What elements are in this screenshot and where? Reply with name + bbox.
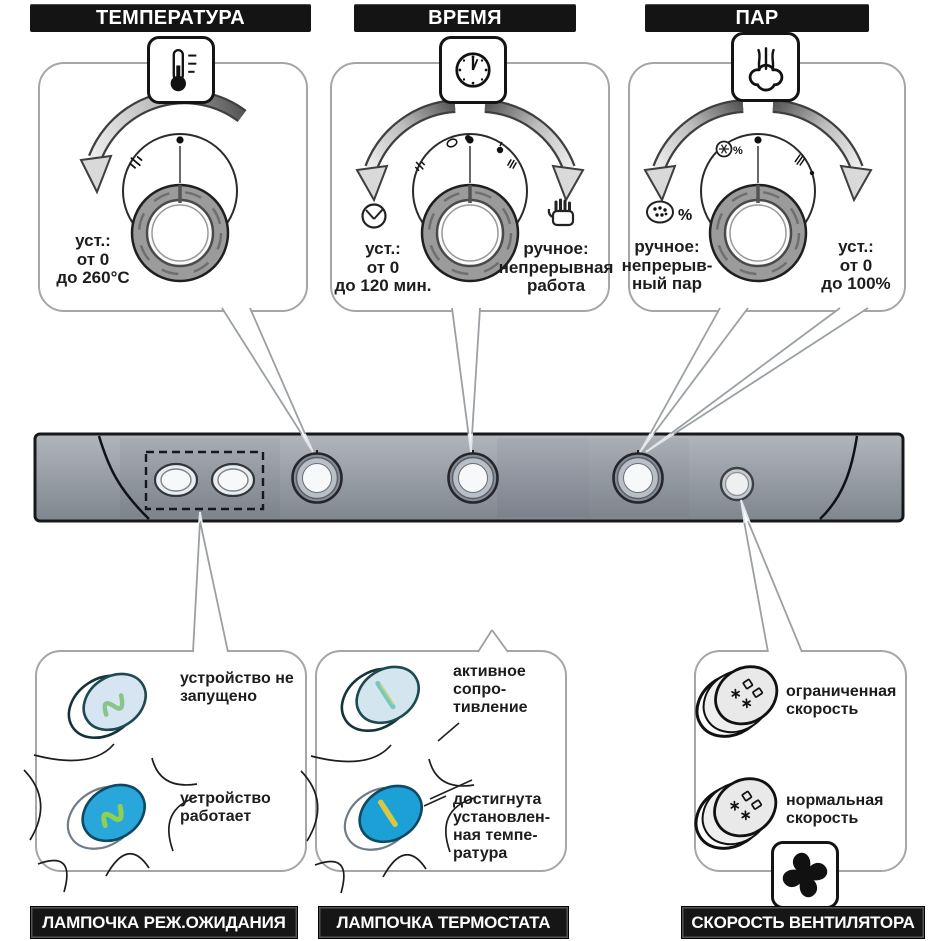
- thermostat-label: ЛАМПОЧКА ТЕРМОСТАТА: [336, 912, 551, 932]
- fan-speed-button-limited[interactable]: [685, 654, 789, 749]
- time-header-label: ВРЕМЯ: [428, 6, 502, 29]
- fan-icon: [771, 841, 839, 909]
- time-manual-text: ручное: непрерывная работа: [498, 239, 614, 296]
- standby-off-text: устройство не запущено: [180, 670, 294, 705]
- panel-standby-light-2: [212, 464, 254, 496]
- manual-arrow-head: [553, 166, 583, 200]
- clock-icon: [439, 36, 507, 104]
- fan-speed-label: СКОРОСТЬ ВЕНТИЛЯТОРА: [691, 912, 915, 932]
- time-header-bar: [354, 4, 576, 32]
- thermometer-icon: [147, 36, 215, 104]
- manual-arrow-head: [645, 166, 675, 200]
- temperature-range-text: уст.: от 0 до 260°C: [56, 231, 130, 288]
- fan-normal-text: нормальная скорость: [786, 792, 884, 827]
- standby-label: ЛАМПОЧКА РЕЖ.ОЖИДАНИЯ: [42, 912, 286, 932]
- ccw-arrow-head: [81, 156, 111, 192]
- standby-on-text: устройство работает: [180, 790, 271, 825]
- thermostat-light-off: [330, 652, 429, 744]
- steam-header-label: ПАР: [735, 6, 779, 29]
- steam-icon: [731, 32, 800, 102]
- timer-clock-icon: [363, 205, 386, 228]
- control-panel: [35, 434, 903, 521]
- panel-fan-speed-button[interactable]: [721, 468, 753, 500]
- thermostat-light-on: [333, 771, 432, 863]
- temperature-header-label: ТЕМПЕРАТУРА: [96, 6, 245, 29]
- thermostat-label-bar: [318, 906, 569, 939]
- panel-standby-light-1: [155, 464, 197, 496]
- fan-limited-text: ограниченная скорость: [786, 683, 897, 718]
- steam-range-text: уст.: от 0 до 100%: [821, 237, 891, 294]
- set-arrow-head: [357, 166, 387, 200]
- steam-header-bar: [645, 4, 869, 32]
- temperature-header-bar: [30, 4, 311, 32]
- standby-light-on: [56, 770, 155, 862]
- time-range-text: уст.: от 0 до 120 мин.: [334, 239, 432, 296]
- standby-light-off: [57, 659, 156, 751]
- droplets-icon: [647, 202, 692, 225]
- steam-manual-text: ручное: непрерыв- ный пар: [621, 237, 713, 294]
- standby-label-bar: [30, 906, 298, 939]
- fan-speed-label-bar: [681, 906, 925, 939]
- thermostat-on-text: достигнута установлен- ная темпе- ратура: [453, 791, 551, 862]
- svg-text:%: %: [733, 145, 743, 157]
- set-arrow-head: [841, 166, 871, 200]
- hand-icon: [549, 200, 573, 225]
- svg-text:%: %: [678, 207, 693, 224]
- thermostat-off-text: активное сопро- тивление: [453, 663, 528, 716]
